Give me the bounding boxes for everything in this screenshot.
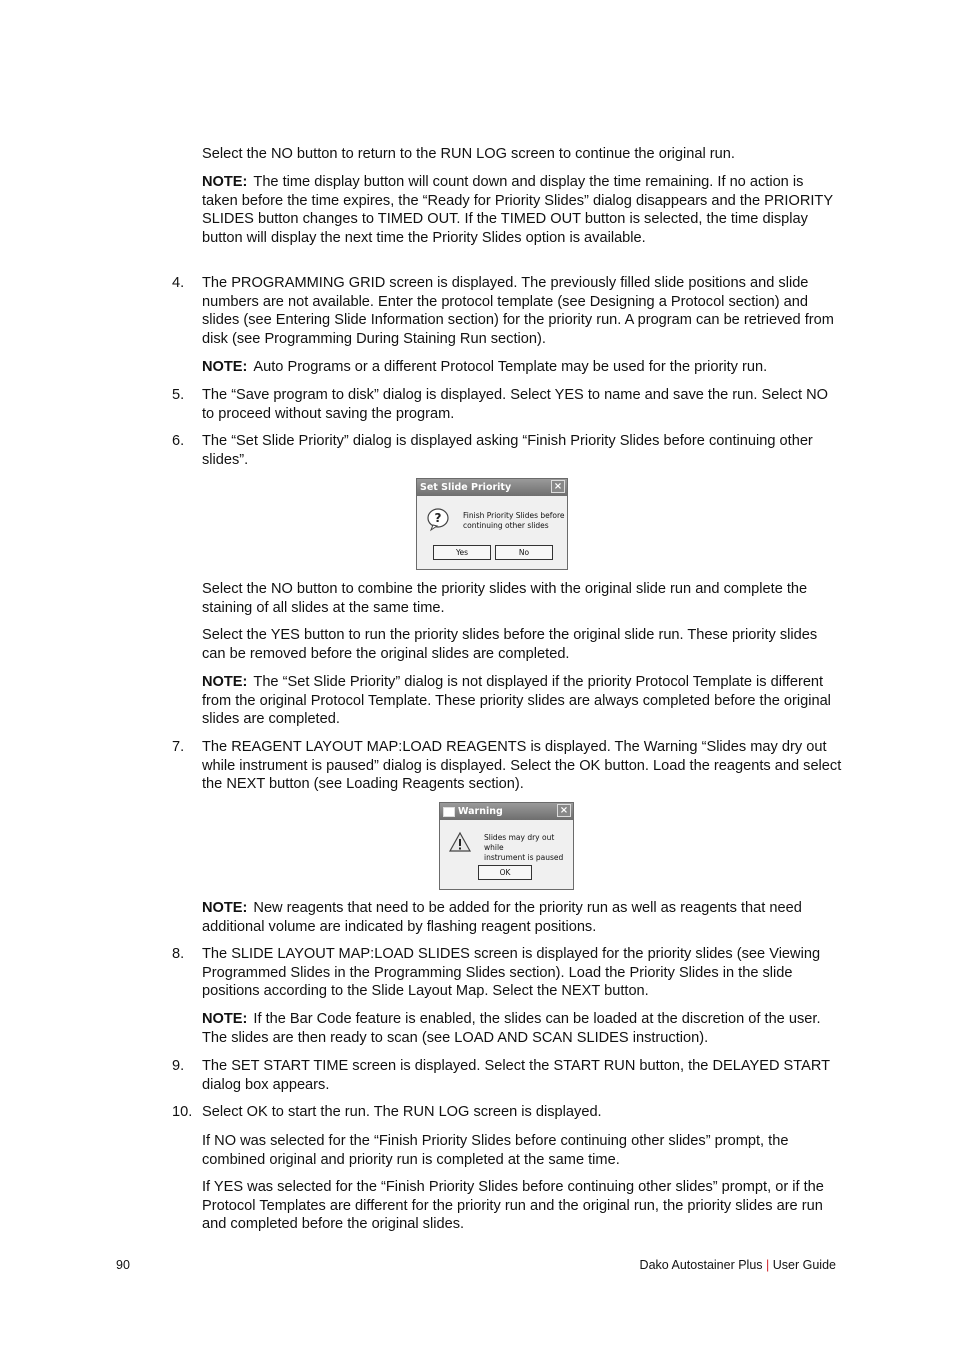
warning-dialog xyxy=(439,802,574,890)
note-label: NOTE: xyxy=(202,174,248,190)
note-4 xyxy=(202,899,842,936)
svg-text:?: ? xyxy=(434,511,442,525)
list-number: 7. xyxy=(172,739,185,755)
question-icon xyxy=(426,507,452,537)
list-text: The REAGENT LAYOUT MAP:LOAD REAGENTS is displayed. The Warning “Slides may dry out while instrument is paused” dialog is displayed. Select the OK button. Load the reagents and select the NEXT button (see Loading Reagents section). xyxy=(202,739,842,792)
page-number: 90 xyxy=(116,1258,130,1272)
note-3 xyxy=(202,673,842,729)
list-number: 4. xyxy=(172,275,185,291)
dialog-title: Warning xyxy=(458,806,503,817)
yes-button[interactable]: Yes xyxy=(433,545,491,560)
note-2-text: Auto Programs or a different Protocol Template may be used for the priority run. xyxy=(253,359,768,375)
note-5 xyxy=(202,1010,842,1047)
dialog-title-bar xyxy=(440,803,573,820)
note-1-text: The time display button will count down and display the time remaining. If no action is taken before the time expires, the “Ready for Priority Slides” dialog disappears and the PRIORITY SLIDES button changes to TIMED OUT. If the TIMED OUT button is selected, the time display button will display the next time the Priority Slides option is available. xyxy=(202,174,833,246)
list-number: 8. xyxy=(172,946,185,962)
para-if-no: If NO was selected for the “Finish Priority Slides before continuing other slides” prompt, the combined original and priority run is completed at the same time. xyxy=(202,1133,789,1168)
window-icon xyxy=(443,807,455,817)
set-slide-priority-dialog xyxy=(416,478,568,570)
list-text: The SLIDE LAYOUT MAP:LOAD SLIDES screen is displayed for the priority slides (see Viewing Programmed Slides in the Programming Slides section). Load the Priority Slides in the slide positions according to the Slide Layout Map. Select the NEXT button. xyxy=(202,946,821,999)
ok-button[interactable]: OK xyxy=(478,865,532,880)
dialog-message: Slides may dry out while instrument is paused xyxy=(484,833,564,862)
list-number: 9. xyxy=(172,1058,185,1074)
guide-name: User Guide xyxy=(772,1258,836,1272)
list-number: 10. xyxy=(172,1104,193,1120)
close-icon[interactable]: × xyxy=(557,804,571,817)
dialog-message: Finish Priority Slides before continuing other slides xyxy=(463,511,565,530)
warning-icon xyxy=(448,831,472,857)
list-text: The SET START TIME screen is displayed. Select the START RUN button, the DELAYED START dialog box appears. xyxy=(202,1058,830,1093)
note-1 xyxy=(202,173,842,247)
para-if-yes: If YES was selected for the “Finish Priority Slides before continuing other slides” prompt, or if the Protocol Templates are different for the priority run and the original run, the priority slides are run and completed before the original slides. xyxy=(202,1179,824,1232)
note-4-text: New reagents that need to be added for the priority run as well as reagents that need additional volume are indicated by flashing reagent positions. xyxy=(202,900,802,935)
footer-title xyxy=(640,1258,836,1273)
note-3-text: The “Set Slide Priority” dialog is not displayed if the priority Protocol Template is different from the original Protocol Template. These priority slides are always completed before the original slides are completed. xyxy=(202,674,831,727)
list-number: 6. xyxy=(172,433,185,449)
note-5-text: If the Bar Code feature is enabled, the slides can be loaded at the discretion of the user. The slides are then ready to scan (see LOAD AND SCAN SLIDES instruction). xyxy=(202,1011,821,1046)
note-label: NOTE: xyxy=(202,674,248,690)
para-no: Select the NO button to combine the priority slides with the original slide run and complete the staining of all slides at the same time. xyxy=(202,581,808,616)
footer-separator: | xyxy=(766,1258,770,1272)
list-text: The “Set Slide Priority” dialog is displayed asking “Finish Priority Slides before continuing other slides”. xyxy=(202,433,813,468)
para-yes: Select the YES button to run the priority slides before the original slide run. These priority slides can be removed before the original slides are completed. xyxy=(202,627,818,662)
list-text: The PROGRAMMING GRID screen is displayed. The previously filled slide positions and slide numbers are not available. Enter the protocol template (see Designing a Protocol section) and slides (see Entering Slide Information section) for the priority run. A program can be retrieved from disk (see Programming During Staining Run section). xyxy=(202,275,834,347)
list-text: Select OK to start the run. The RUN LOG screen is displayed. xyxy=(202,1104,602,1120)
dialog-title-bar xyxy=(417,479,567,496)
no-button[interactable]: No xyxy=(495,545,553,560)
list-text: The “Save program to disk” dialog is displayed. Select YES to name and save the run. Select NO to proceed without saving the program. xyxy=(202,387,828,422)
note-label: NOTE: xyxy=(202,359,248,375)
note-label: NOTE: xyxy=(202,900,248,916)
product-name: Dako Autostainer Plus xyxy=(639,1258,763,1272)
note-2 xyxy=(202,358,842,377)
list-number: 5. xyxy=(172,387,185,403)
dialog-title: Set Slide Priority xyxy=(420,482,512,493)
note-label: NOTE: xyxy=(202,1011,248,1027)
intro-paragraph: Select the NO button to return to the RUN LOG screen to continue the original run. xyxy=(202,146,735,162)
close-icon[interactable]: × xyxy=(551,480,565,493)
